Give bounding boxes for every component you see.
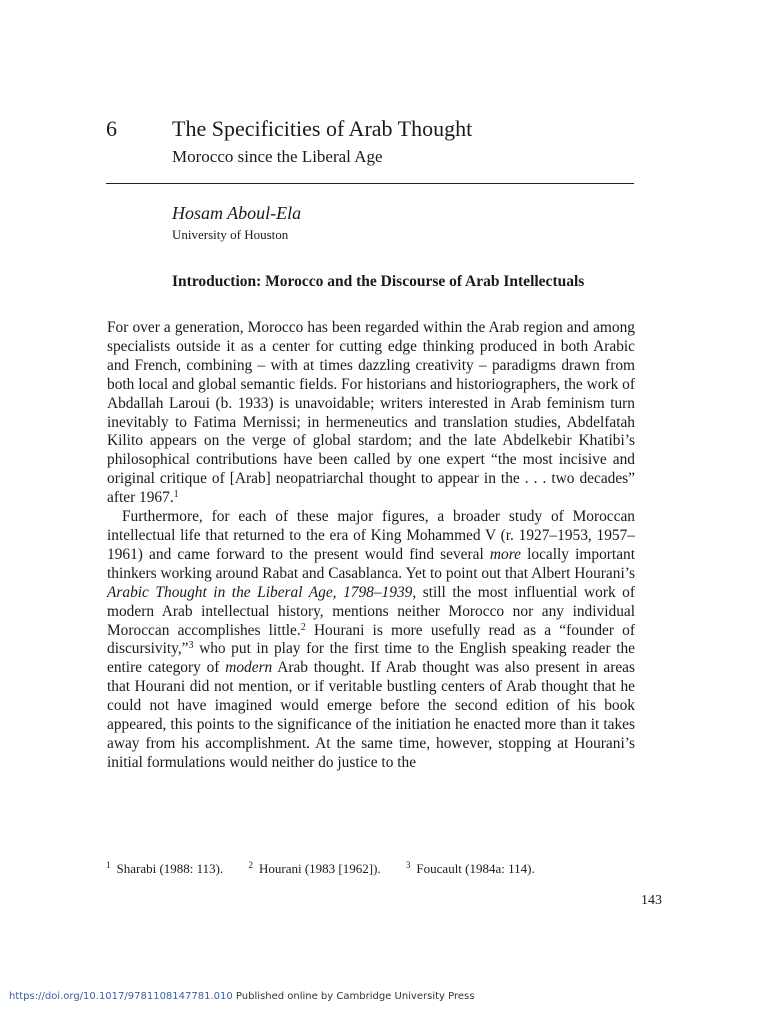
footnote-2 [249, 861, 381, 877]
chapter-title: The Specificities of Arab Thought [172, 116, 473, 141]
p2-seg-9: Arab thought. If Arab thought was also present in areas that Hourani did not mention, or if veritable bustling centers of Arab thought that he could not have imagined would emerge before the second edition of his book appeared, this points to the significance of the initiation he enacted more than it takes away from his accomplishment. At the same time, however, stopping at Hourani’s initial formulations would neither do justice to the [107, 659, 635, 771]
publisher-note: Published online by Cambridge University Press [232, 991, 475, 1002]
footnotes [106, 861, 634, 877]
footnote-3 [406, 861, 535, 877]
footnote-ref-1[interactable]: 1 [173, 489, 179, 501]
page-number: 143 [641, 893, 662, 908]
chapter-number: 6 [106, 116, 117, 141]
author-affiliation: University of Houston [172, 227, 289, 242]
header-divider [106, 183, 634, 184]
footnote-1-text: Sharabi (1988: 113). [116, 861, 224, 876]
footnote-ref-2[interactable]: 2 [300, 621, 306, 633]
p2-emph-more: more [489, 545, 521, 563]
body-text [107, 319, 635, 773]
author-name: Hosam Aboul-Ela [172, 203, 302, 223]
section-heading: Introduction: Morocco and the Discourse of Arab Intellectuals [172, 273, 585, 290]
footnote-ref-3[interactable]: 3 [188, 640, 194, 652]
footnote-2-number: 2 [248, 860, 253, 870]
p2-seg-7: who put in play for the first time to the English speaking reader the entire category of [107, 640, 635, 677]
doi-footer [9, 990, 474, 1004]
footnote-1-number: 1 [106, 860, 111, 870]
footnote-3-number: 3 [405, 860, 411, 870]
p2-seg-6: Hourani is more usefully read as a “founder of discursivity,” [107, 621, 636, 658]
p2-seg-3: locally important thinkers working around Rabat and Casablanca. Yet to point out that Albert Hourani’s [107, 545, 635, 582]
footnote-1 [106, 861, 223, 877]
doi-link[interactable]: https://doi.org/10.1017/9781108147781.010 [9, 991, 233, 1002]
paragraph-1-text: For over a generation, Morocco has been regarded within the Arab region and among specialists outside it as a center for cutting edge thinking produced in both Arabic and French, combining – with at times dazzling creativity – paradigms drawn from both local and global semantic fields. For historians and historiographers, the work of Abdallah Laroui (b. 1933) is unavoidable; writers interested in Arab feminism turn inevitably to Fatima Mernissi; in hermeneutics and translation studies, Abdelfatah Kilito appears on the verge of global stardom; and the late Abdelkebir Khatibi’s philosophical contributions have been called by one expert “the most incisive and original critique of [Arab] neopatriarchal thought to appear in the . . . two decades” after 1967. [107, 319, 635, 507]
p2-seg-1: Furthermore, for each of these major figures, a broader study of Moroccan intellectual life that returned to the era of King Mohammed V (r. 1927–1953, 1957–1961) and came forward to the present would find several [107, 508, 635, 563]
p2-seg-5: , still the most influential work of modern Arab intellectual history, mentions neither Morocco nor any individual Moroccan accomplishes little. [107, 583, 636, 639]
footnote-2-text: Hourani (1983 [1962]). [259, 861, 381, 876]
footnote-3-text: Foucault (1984a: 114). [416, 861, 535, 876]
paragraph-2 [107, 508, 635, 773]
p2-book-title: Arabic Thought in the Liberal Age, 1798–1939 [107, 583, 413, 601]
chapter-subtitle: Morocco since the Liberal Age [172, 147, 383, 166]
p2-emph-modern: modern [225, 659, 273, 677]
paragraph-1 [107, 319, 635, 508]
